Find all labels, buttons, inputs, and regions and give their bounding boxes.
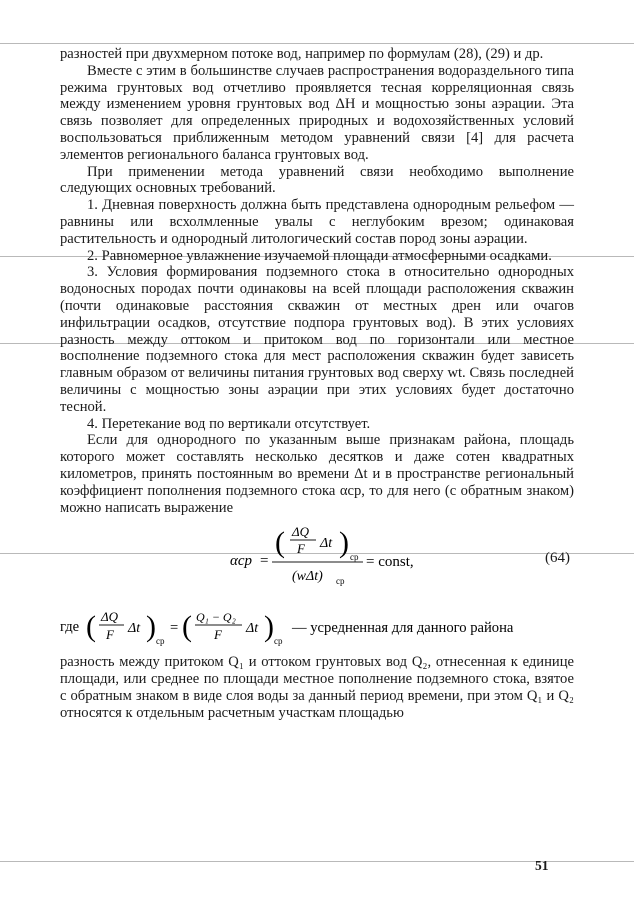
where-frac2-top: Q₁ − Q₂	[196, 610, 236, 625]
formula-num-tail: Δt	[320, 536, 333, 552]
paragraph-continuation: разностей при двухмерном потоке вод, например по формулам (28), (29) и др.	[60, 46, 544, 62]
where-equals: =	[170, 620, 179, 637]
formula-svg	[230, 522, 460, 598]
where-sub-1: ср	[156, 636, 165, 647]
where-frac1-bottom: F	[106, 627, 114, 643]
where-sub-2: ср	[274, 636, 283, 647]
where-tail: — усредненная для данного района	[292, 620, 514, 637]
where-dt-1: Δt	[128, 621, 141, 637]
page-number: 51	[535, 858, 549, 873]
paragraph-expression-intro: Если для однородного по указанным выше признакам района, площадь которого может составлять несколько десятков и даже сотен квадратных километров, принять постоянным во времени Δt и в пространстве региональный коэффициент пополнения подземного стока αср, то для него (с обратным знаком) можно написать выражение	[60, 432, 574, 516]
where-frac2-bottom: F	[214, 627, 222, 643]
paragraph-correlation: Вместе с этим в большинстве случаев распространения водораздельного типа режима грунтовых вод отчетливо проявляется тесная корреляционная связь между изменением уровня грунтовых вод ΔH и мощностью зоны аэрации. Эта связь позволяет для определенных природных и водохозяйственных условий воспользоваться приближенным методом уравнений связи [4] для расчета элементов регионального баланса грунтовых вод.	[60, 62, 574, 163]
requirement-3: 3. Условия формирования подземного стока в относительно однородных водоносных породах почти одинаковы на всей площади расположения скважин (почти одинаковые расстояния скважин от местных дрен или очагов инфильтрации осадков, отсутствие подпора грунтовых вод). В этих условиях разность между оттоком и притоком вод по горизонтали или местное восполнение подземного стока для мест расположения скважин будет зависеть главным образом от величины питания грунтовых вод сверху wt. Связь последней величины с мощностью зоны аэрации при этих условиях будет достаточно тесной.	[60, 264, 574, 415]
paragraph-method-intro: При применении метода уравнений связи необходимо выполнение следующих основных требований.	[60, 163, 574, 197]
formula-num-bottom: F	[297, 541, 305, 557]
formula-num-top: ΔQ	[292, 524, 310, 540]
where-dt-2: Δt	[246, 621, 259, 637]
formula-lhs: αср	[230, 553, 253, 570]
formula-denominator: (wΔt)	[292, 569, 323, 585]
formula-equals: =	[260, 553, 269, 570]
paragraph-final: разность между притоком Q₁ и оттоком грунтовых вод Q₂, отнесенная к единице площади, или среднее по площади местное пополнение подземного стока, взятое с обратным знаком в виде слоя воды за данный период времени, при этом Q₁ и Q₂ относятся к отдельным расчетным участкам площадью	[60, 654, 574, 721]
where-svg	[60, 602, 574, 652]
where-lead: где	[60, 619, 80, 636]
requirement-2: 2. Равномерное увлажнение изучаемой площади атмосферными осадками.	[87, 247, 552, 264]
formula-den-sub: ср	[336, 576, 345, 587]
where-definition	[60, 602, 574, 652]
where-paren-open-2: (	[182, 610, 192, 644]
formula-64	[60, 522, 574, 598]
formula-num-sub: ср	[350, 552, 359, 563]
formula-paren-close: )	[339, 526, 349, 560]
where-paren-close-2: )	[264, 610, 274, 644]
page-body	[60, 46, 574, 722]
equation-number: (64)	[545, 550, 570, 567]
where-paren-open-1: (	[86, 610, 96, 644]
formula-rhs: = const,	[366, 554, 414, 571]
requirement-1: 1. Дневная поверхность должна быть представлена однородным рельефом — равнины или всхолмленные увалы с неглубоким врезом; одинаковая растительность и однородный литологический состав пород зоны аэрации.	[60, 197, 574, 247]
formula-paren-open: (	[275, 526, 285, 560]
where-frac1-top: ΔQ	[101, 609, 119, 625]
where-paren-close-1: )	[146, 610, 156, 644]
scan-line	[0, 43, 634, 44]
requirement-4: 4. Перетекание вод по вертикали отсутствует.	[87, 415, 371, 432]
